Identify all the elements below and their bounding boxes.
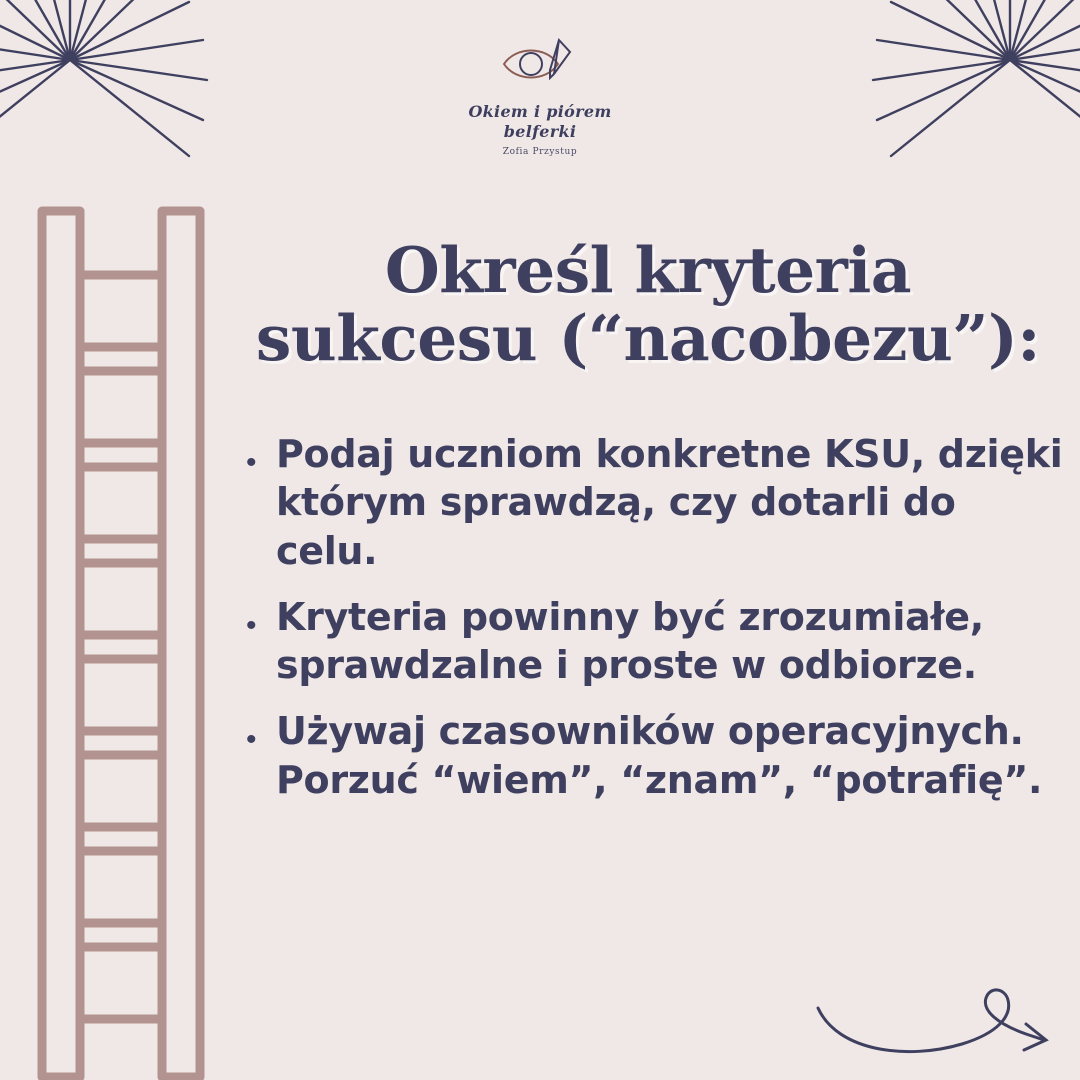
brand-author: Zofia Przystup [502,146,578,157]
sunburst-icon [0,0,220,210]
page-title [240,233,1056,376]
list-item [246,707,1066,804]
list-item-text: Podaj uczniom konkretne KSU, dzięki którym sprawdzą, czy dotarli do celu. [276,432,1063,573]
bullet-list [246,430,1066,822]
eye-and-pen-icon [480,34,600,96]
page-title-line2: sukcesu (“nacobezu”): [255,301,1041,376]
list-item-text: Kryteria powinny być zrozumiałe, sprawdzalne i proste w odbiorze. [276,594,984,687]
bullet-marker-icon: • [246,446,257,479]
list-item [246,430,1066,575]
list-item-text: Używaj czasowników operacyjnych. Porzuć “wiem”, “znam”, “potrafię”. [276,709,1043,802]
page-title-line1: Określ kryteria [384,233,912,307]
bullet-marker-icon: • [246,608,257,642]
list-item [246,593,1066,690]
brand-name-line1: Okiem i piórem [468,102,612,121]
curved-arrow-icon [812,956,1052,1066]
brand-logo [445,34,635,157]
ladder-illustration [34,205,214,1080]
bullet-marker-icon: • [246,723,257,757]
brand-name-line2: belferki [503,122,577,142]
sunburst-icon [860,0,1080,210]
